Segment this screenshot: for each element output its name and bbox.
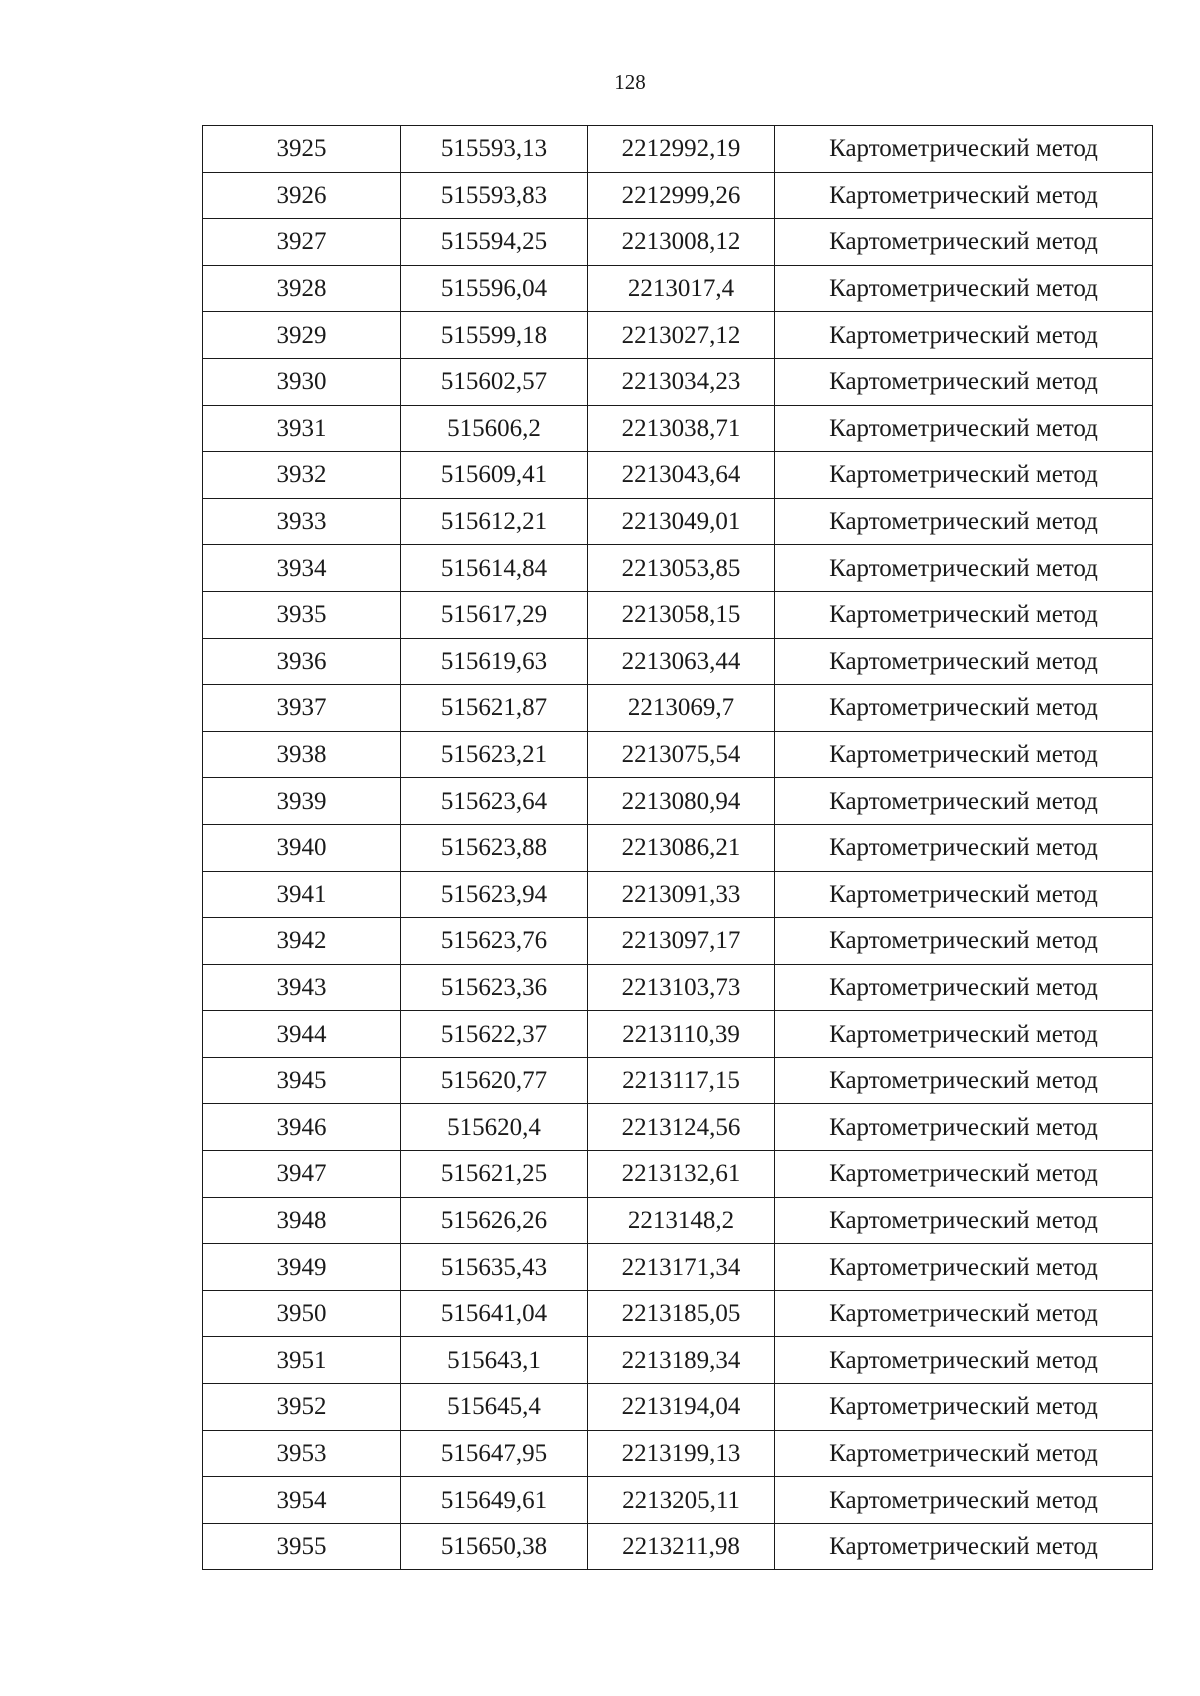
table-row: [203, 1011, 1153, 1058]
point-number-cell: 3946: [203, 1104, 401, 1151]
table-row: [203, 1523, 1153, 1570]
table-row: [203, 824, 1153, 871]
table-row: [203, 219, 1153, 266]
method-cell: Картометрический метод: [775, 824, 1153, 871]
method-cell: Картометрический метод: [775, 1290, 1153, 1337]
table-row: [203, 405, 1153, 452]
x-coordinate-cell: 515614,84: [401, 545, 588, 592]
y-coordinate-cell: 2213211,98: [588, 1523, 775, 1570]
table-row: [203, 172, 1153, 219]
y-coordinate-cell: 2213043,64: [588, 452, 775, 499]
table-row: [203, 312, 1153, 359]
table-row: [203, 545, 1153, 592]
y-coordinate-cell: 2213103,73: [588, 964, 775, 1011]
y-coordinate-cell: 2213194,04: [588, 1384, 775, 1431]
y-coordinate-cell: 2213124,56: [588, 1104, 775, 1151]
table-row: [203, 1244, 1153, 1291]
x-coordinate-cell: 515635,43: [401, 1244, 588, 1291]
x-coordinate-cell: 515650,38: [401, 1523, 588, 1570]
point-number-cell: 3925: [203, 126, 401, 173]
point-number-cell: 3948: [203, 1197, 401, 1244]
x-coordinate-cell: 515593,13: [401, 126, 588, 173]
x-coordinate-cell: 515593,83: [401, 172, 588, 219]
point-number-cell: 3950: [203, 1290, 401, 1337]
y-coordinate-cell: 2213097,17: [588, 918, 775, 965]
method-cell: Картометрический метод: [775, 172, 1153, 219]
coordinates-table-body: [203, 126, 1153, 1570]
point-number-cell: 3954: [203, 1477, 401, 1524]
x-coordinate-cell: 515609,41: [401, 452, 588, 499]
x-coordinate-cell: 515599,18: [401, 312, 588, 359]
y-coordinate-cell: 2213069,7: [588, 685, 775, 732]
method-cell: Картометрический метод: [775, 265, 1153, 312]
point-number-cell: 3933: [203, 498, 401, 545]
x-coordinate-cell: 515645,4: [401, 1384, 588, 1431]
y-coordinate-cell: 2213199,13: [588, 1430, 775, 1477]
table-row: [203, 731, 1153, 778]
table-row: [203, 871, 1153, 918]
y-coordinate-cell: 2213058,15: [588, 591, 775, 638]
method-cell: Картометрический метод: [775, 405, 1153, 452]
coordinates-table: [202, 125, 1153, 1570]
x-coordinate-cell: 515620,77: [401, 1057, 588, 1104]
x-coordinate-cell: 515623,36: [401, 964, 588, 1011]
point-number-cell: 3939: [203, 778, 401, 825]
point-number-cell: 3942: [203, 918, 401, 965]
table-row: [203, 265, 1153, 312]
y-coordinate-cell: 2212999,26: [588, 172, 775, 219]
point-number-cell: 3937: [203, 685, 401, 732]
y-coordinate-cell: 2213132,61: [588, 1151, 775, 1198]
point-number-cell: 3932: [203, 452, 401, 499]
method-cell: Картометрический метод: [775, 219, 1153, 266]
method-cell: Картометрический метод: [775, 1430, 1153, 1477]
table-row: [203, 591, 1153, 638]
method-cell: Картометрический метод: [775, 358, 1153, 405]
x-coordinate-cell: 515621,25: [401, 1151, 588, 1198]
table-row: [203, 1337, 1153, 1384]
method-cell: Картометрический метод: [775, 638, 1153, 685]
method-cell: Картометрический метод: [775, 1104, 1153, 1151]
y-coordinate-cell: 2213185,05: [588, 1290, 775, 1337]
x-coordinate-cell: 515649,61: [401, 1477, 588, 1524]
table-row: [203, 1151, 1153, 1198]
y-coordinate-cell: 2213148,2: [588, 1197, 775, 1244]
x-coordinate-cell: 515619,63: [401, 638, 588, 685]
table-row: [203, 358, 1153, 405]
y-coordinate-cell: 2213205,11: [588, 1477, 775, 1524]
y-coordinate-cell: 2212992,19: [588, 126, 775, 173]
table-row: [203, 498, 1153, 545]
method-cell: Картометрический метод: [775, 1337, 1153, 1384]
method-cell: Картометрический метод: [775, 1384, 1153, 1431]
y-coordinate-cell: 2213110,39: [588, 1011, 775, 1058]
x-coordinate-cell: 515621,87: [401, 685, 588, 732]
table-row: [203, 1057, 1153, 1104]
table-row: [203, 685, 1153, 732]
x-coordinate-cell: 515623,21: [401, 731, 588, 778]
point-number-cell: 3940: [203, 824, 401, 871]
table-row: [203, 1197, 1153, 1244]
x-coordinate-cell: 515623,76: [401, 918, 588, 965]
table-row: [203, 964, 1153, 1011]
table-row: [203, 1430, 1153, 1477]
method-cell: Картометрический метод: [775, 545, 1153, 592]
y-coordinate-cell: 2213049,01: [588, 498, 775, 545]
method-cell: Картометрический метод: [775, 1244, 1153, 1291]
point-number-cell: 3947: [203, 1151, 401, 1198]
point-number-cell: 3938: [203, 731, 401, 778]
method-cell: Картометрический метод: [775, 1197, 1153, 1244]
point-number-cell: 3926: [203, 172, 401, 219]
x-coordinate-cell: 515623,64: [401, 778, 588, 825]
point-number-cell: 3930: [203, 358, 401, 405]
point-number-cell: 3955: [203, 1523, 401, 1570]
x-coordinate-cell: 515643,1: [401, 1337, 588, 1384]
point-number-cell: 3953: [203, 1430, 401, 1477]
method-cell: Картометрический метод: [775, 918, 1153, 965]
x-coordinate-cell: 515623,88: [401, 824, 588, 871]
x-coordinate-cell: 515606,2: [401, 405, 588, 452]
table-row: [203, 1384, 1153, 1431]
point-number-cell: 3945: [203, 1057, 401, 1104]
point-number-cell: 3928: [203, 265, 401, 312]
method-cell: Картометрический метод: [775, 871, 1153, 918]
method-cell: Картометрический метод: [775, 1011, 1153, 1058]
method-cell: Картометрический метод: [775, 778, 1153, 825]
x-coordinate-cell: 515602,57: [401, 358, 588, 405]
table-row: [203, 1477, 1153, 1524]
table-row: [203, 778, 1153, 825]
y-coordinate-cell: 2213008,12: [588, 219, 775, 266]
y-coordinate-cell: 2213189,34: [588, 1337, 775, 1384]
point-number-cell: 3927: [203, 219, 401, 266]
point-number-cell: 3929: [203, 312, 401, 359]
y-coordinate-cell: 2213091,33: [588, 871, 775, 918]
y-coordinate-cell: 2213086,21: [588, 824, 775, 871]
method-cell: Картометрический метод: [775, 126, 1153, 173]
y-coordinate-cell: 2213117,15: [588, 1057, 775, 1104]
point-number-cell: 3949: [203, 1244, 401, 1291]
y-coordinate-cell: 2213027,12: [588, 312, 775, 359]
method-cell: Картометрический метод: [775, 312, 1153, 359]
x-coordinate-cell: 515626,26: [401, 1197, 588, 1244]
y-coordinate-cell: 2213075,54: [588, 731, 775, 778]
table-row: [203, 452, 1153, 499]
point-number-cell: 3951: [203, 1337, 401, 1384]
table-row: [203, 918, 1153, 965]
table-row: [203, 1104, 1153, 1151]
method-cell: Картометрический метод: [775, 964, 1153, 1011]
y-coordinate-cell: 2213171,34: [588, 1244, 775, 1291]
point-number-cell: 3931: [203, 405, 401, 452]
y-coordinate-cell: 2213034,23: [588, 358, 775, 405]
x-coordinate-cell: 515594,25: [401, 219, 588, 266]
y-coordinate-cell: 2213063,44: [588, 638, 775, 685]
method-cell: Картометрический метод: [775, 1057, 1153, 1104]
x-coordinate-cell: 515620,4: [401, 1104, 588, 1151]
method-cell: Картометрический метод: [775, 591, 1153, 638]
method-cell: Картометрический метод: [775, 1477, 1153, 1524]
point-number-cell: 3934: [203, 545, 401, 592]
point-number-cell: 3944: [203, 1011, 401, 1058]
method-cell: Картометрический метод: [775, 498, 1153, 545]
x-coordinate-cell: 515623,94: [401, 871, 588, 918]
x-coordinate-cell: 515617,29: [401, 591, 588, 638]
method-cell: Картометрический метод: [775, 685, 1153, 732]
method-cell: Картометрический метод: [775, 731, 1153, 778]
x-coordinate-cell: 515647,95: [401, 1430, 588, 1477]
method-cell: Картометрический метод: [775, 1151, 1153, 1198]
method-cell: Картометрический метод: [775, 1523, 1153, 1570]
y-coordinate-cell: 2213080,94: [588, 778, 775, 825]
table-row: [203, 638, 1153, 685]
x-coordinate-cell: 515612,21: [401, 498, 588, 545]
x-coordinate-cell: 515622,37: [401, 1011, 588, 1058]
point-number-cell: 3936: [203, 638, 401, 685]
x-coordinate-cell: 515596,04: [401, 265, 588, 312]
point-number-cell: 3943: [203, 964, 401, 1011]
method-cell: Картометрический метод: [775, 452, 1153, 499]
y-coordinate-cell: 2213038,71: [588, 405, 775, 452]
table-row: [203, 126, 1153, 173]
point-number-cell: 3935: [203, 591, 401, 638]
table-row: [203, 1290, 1153, 1337]
x-coordinate-cell: 515641,04: [401, 1290, 588, 1337]
y-coordinate-cell: 2213053,85: [588, 545, 775, 592]
point-number-cell: 3952: [203, 1384, 401, 1431]
point-number-cell: 3941: [203, 871, 401, 918]
y-coordinate-cell: 2213017,4: [588, 265, 775, 312]
page-number: 128: [614, 70, 646, 94]
